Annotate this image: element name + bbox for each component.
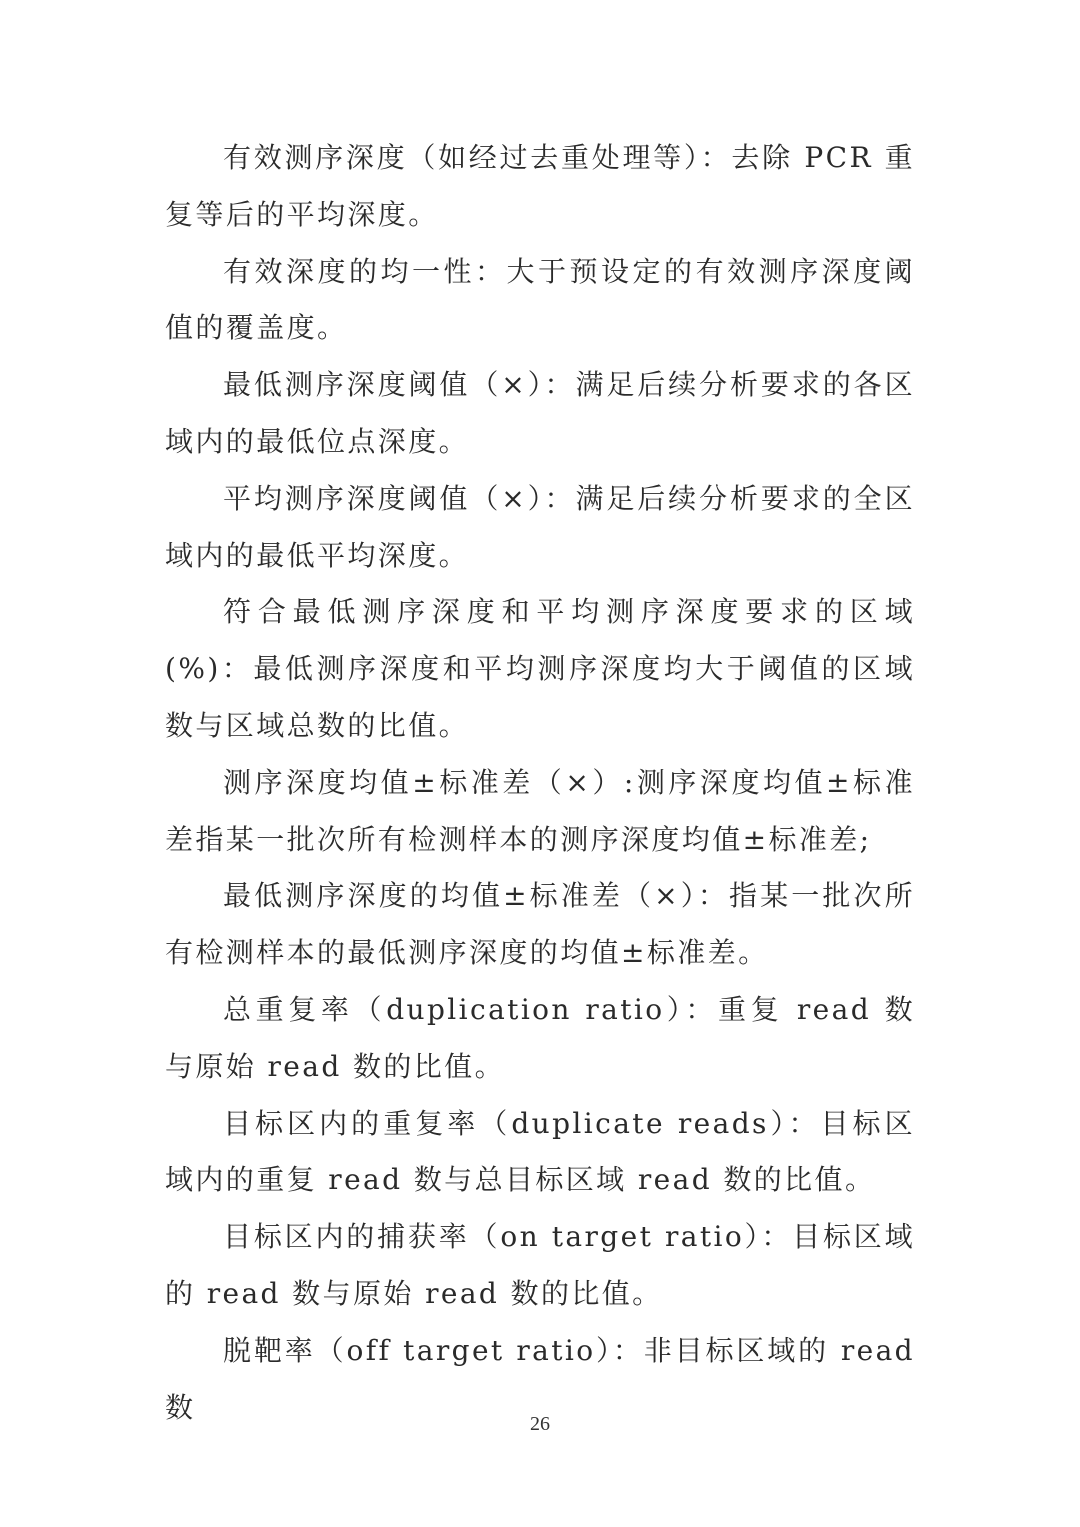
paragraph-off-target-ratio: 脱靶率（off target ratio）：非目标区域的 read 数 bbox=[165, 1333, 915, 1424]
paragraph-mean-depth-threshold: 平均测序深度阈值（×）：满足后续分析要求的全区域内的最低平均深度。 bbox=[165, 481, 915, 572]
document-body bbox=[165, 130, 915, 1436]
paragraph-effective-depth: 有效测序深度（如经过去重处理等）：去除 PCR 重复等后的平均深度。 bbox=[165, 141, 915, 231]
paragraph-min-depth-threshold: 最低测序深度阈值（×）：满足后续分析要求的各区域内的最低位点深度。 bbox=[165, 368, 915, 458]
paragraph-on-target-ratio: 目标区内的捕获率（on target ratio）：目标区域的 read 数与原始 read 数的比值。 bbox=[165, 1220, 915, 1310]
page-number: 26 bbox=[530, 1413, 550, 1435]
paragraph-depth-uniformity: 有效深度的均一性：大于预设定的有效测序深度阈值的覆盖度。 bbox=[165, 254, 915, 345]
paragraph-min-depth-mean-sd: 最低测序深度的均值±标准差（×）：指某一批次所有检测样本的最低测序深度的均值±标准差。 bbox=[165, 879, 915, 970]
paragraph-duplication-ratio: 总重复率（duplication ratio）：重复 read 数与原始 read 数的比值。 bbox=[165, 992, 915, 1083]
paragraph-duplicate-reads: 目标区内的重复率（duplicate reads）：目标区域内的重复 read 数与总目标区域 read 数的比值。 bbox=[165, 1106, 915, 1197]
paragraph-depth-mean-sd: 测序深度均值±标准差（×）:测序深度均值±标准差指某一批次所有检测样本的测序深度均值±标准差; bbox=[165, 765, 915, 856]
paragraph-qualified-regions: 符合最低测序深度和平均测序深度要求的区域(%)：最低测序深度和平均测序深度均大于阈值的区域数与区域总数的比值。 bbox=[165, 595, 915, 742]
